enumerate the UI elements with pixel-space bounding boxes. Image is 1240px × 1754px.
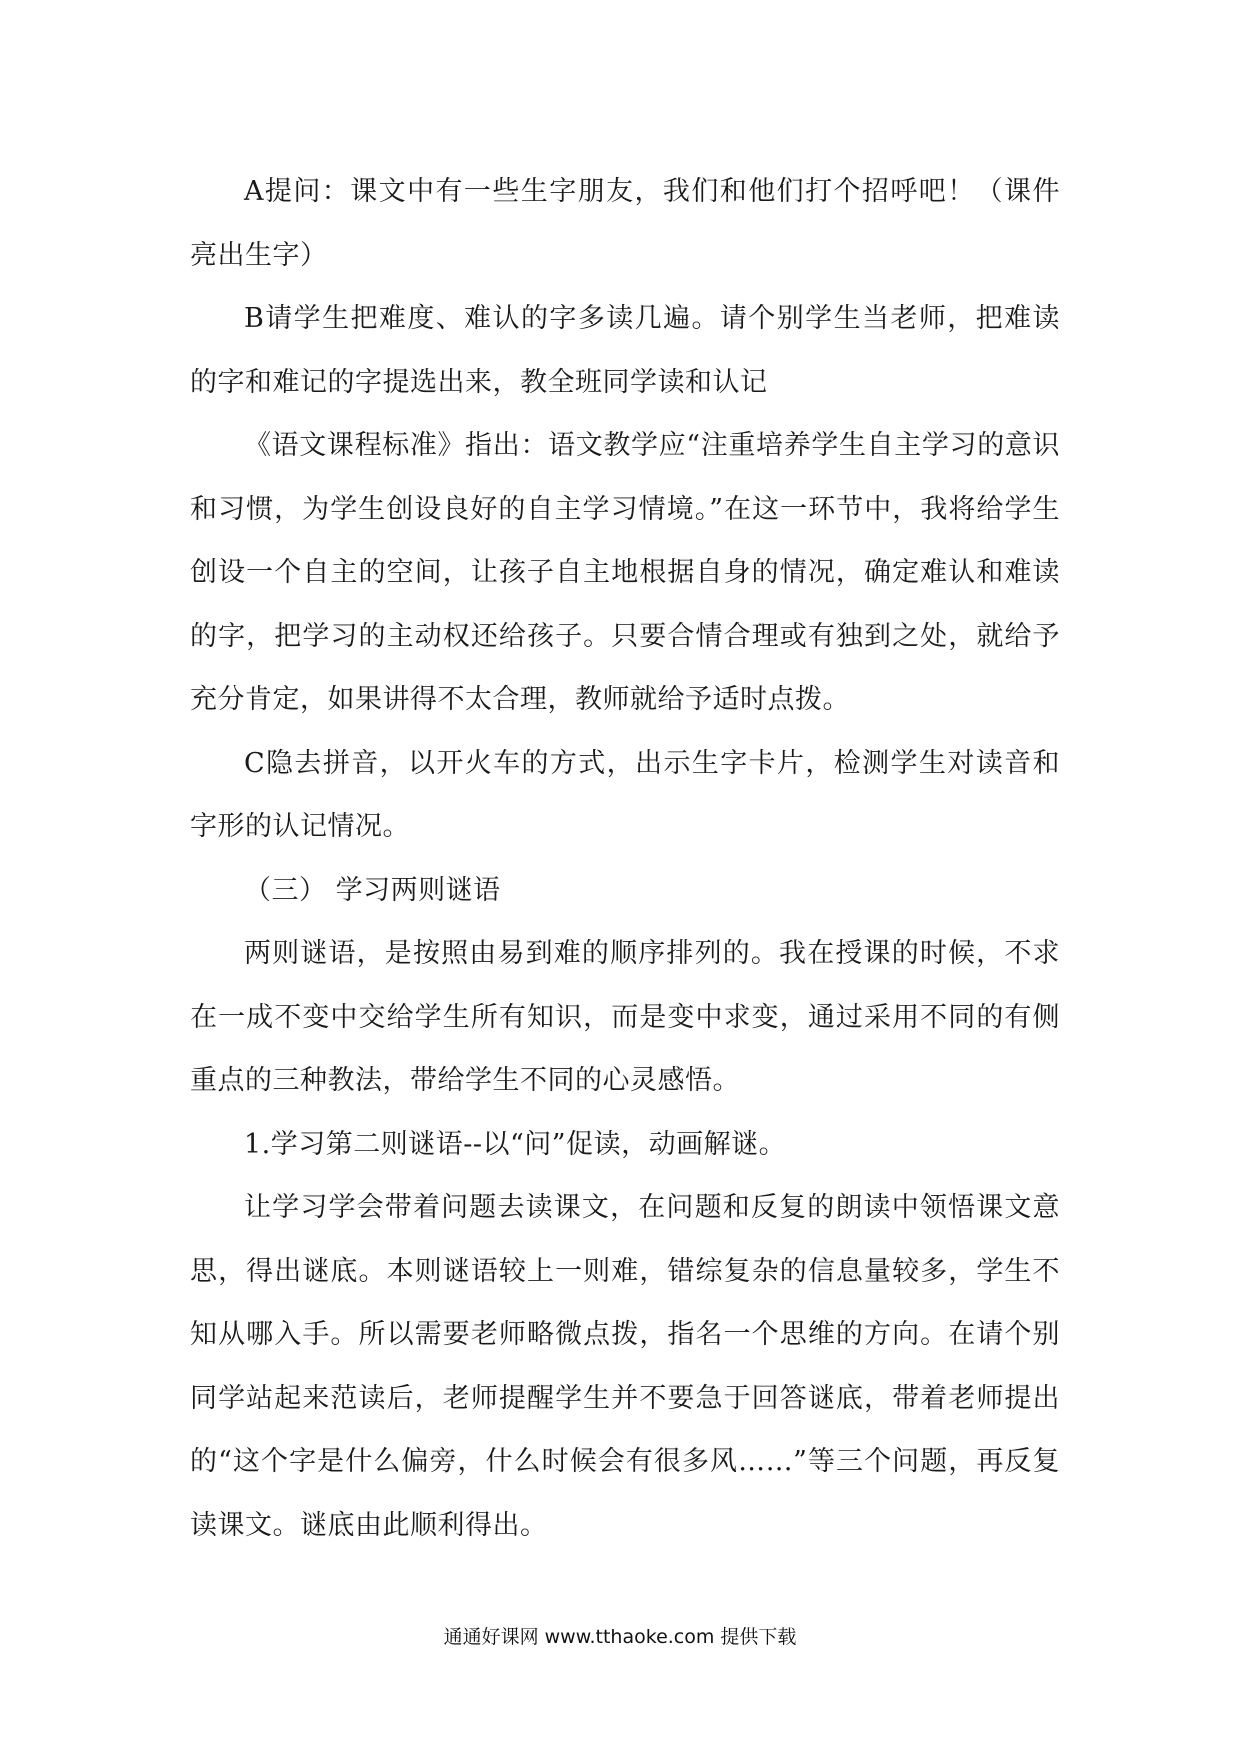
paragraph-c-hide-pinyin: C隐去拼音，以开火车的方式，出示生字卡片，检测学生对读音和字形的认记情况。 [190, 747, 1060, 842]
paragraph-b-student-teacher: B请学生把难度、难认的字多读几遍。请个别学生当老师，把难读的字和难记的字提选出来，教全班同学读和认记 [190, 303, 1060, 398]
document-body [190, 160, 1060, 1557]
paragraph-riddles-intro: 两则谜语，是按照由易到难的顺序排列的。我在授课的时候，不求在一成不变中交给学生所有知识，而是变中求变，通过采用不同的有侧重点的三种教法，带给学生不同的心灵感悟。 [190, 938, 1060, 1096]
paragraph-riddle-two-title: 1.学习第二则谜语--以“问”促读，动画解谜。 [244, 1128, 787, 1160]
section-heading-riddles: （三） 学习两则谜语 [244, 874, 501, 906]
paragraph-a-question: A提问：课文中有一些生字朋友，我们和他们打个招呼吧！（课件亮出生字） [190, 176, 1060, 271]
paragraph-curriculum-standard: 《语文课程标准》指出：语文教学应“注重培养学生自主学习的意识和习惯，为学生创设良好的自主学习情境。”在这一环节中，我将给学生创设一个自主的空间，让孩子自主地根据自身的情况，确定难认和难读的字，把学习的主动权还给孩子。只要合情合理或有独到之处，就给予充分肯定，如果讲得不太合理，教师就给予适时点拨。 [190, 430, 1060, 715]
page-footer: 通通好课网 www.tthaoke.com 提供下载 [443, 1626, 797, 1648]
paragraph-riddle-two-body: 让学习学会带着问题去读课文，在问题和反复的朗读中领悟课文意思，得出谜底。本则谜语较上一则难，错综复杂的信息量较多，学生不知从哪入手。所以需要老师略微点拨，指名一个思维的方向。在请个别同学站起来范读后，老师提醒学生并不要急于回答谜底，带着老师提出的“这个字是什么偏旁，什么时候会有很多风……”等三个问题，再反复读课文。谜底由此顺利得出。 [190, 1192, 1060, 1541]
